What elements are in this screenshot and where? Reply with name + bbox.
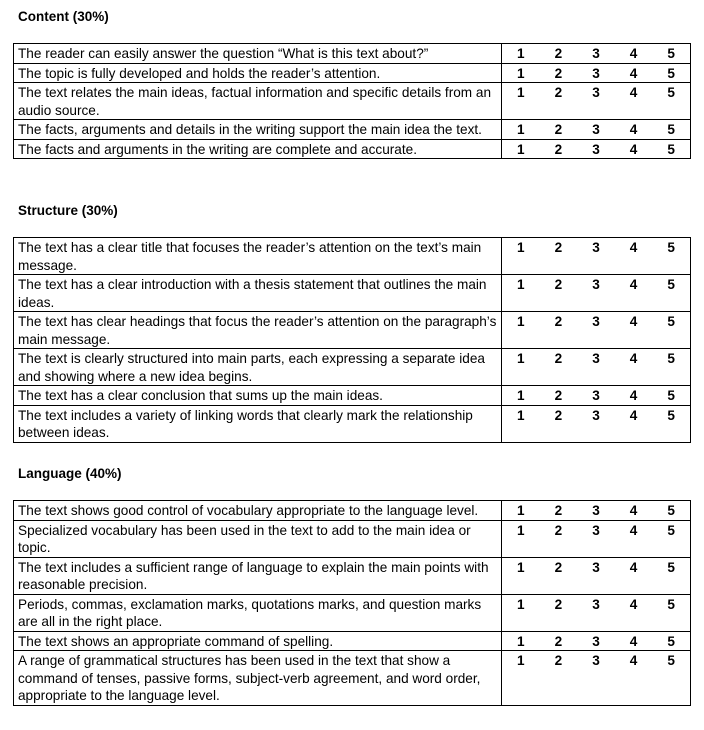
- score-option-3: 3: [592, 351, 600, 366]
- score-option-1: 1: [517, 85, 525, 100]
- score-option-5: 5: [667, 141, 675, 157]
- rubric-table-structure: [13, 237, 691, 443]
- score-cell: [502, 63, 691, 83]
- score-option-3: 3: [592, 65, 600, 81]
- score-option-4: 4: [629, 596, 638, 612]
- criterion-row: [14, 501, 691, 521]
- criterion-row: [14, 386, 691, 406]
- score-option-5: 5: [667, 85, 675, 100]
- score-scale: [502, 651, 690, 670]
- score-option-4: 4: [629, 141, 638, 157]
- score-cell: [502, 238, 691, 275]
- score-option-1: 1: [517, 240, 525, 255]
- criterion-text: The text has clear headings that focus the reader’s attention on the paragraph’s main message.: [14, 312, 502, 349]
- score-option-4: 4: [629, 65, 638, 81]
- score-scale: [502, 595, 690, 614]
- score-cell: [502, 651, 691, 706]
- score-option-3: 3: [592, 388, 600, 403]
- score-option-3: 3: [592, 277, 600, 292]
- criterion-text: Periods, commas, exclamation marks, quotations marks, and question marks are all in the right place.: [14, 594, 502, 631]
- criterion-row: [14, 349, 691, 386]
- score-option-3: 3: [592, 85, 600, 100]
- score-option-1: 1: [517, 141, 525, 157]
- score-cell: [502, 312, 691, 349]
- score-option-4: 4: [629, 633, 638, 649]
- rubric-table-content: [13, 43, 691, 159]
- criterion-row: [14, 139, 691, 159]
- score-option-4: 4: [629, 351, 638, 366]
- score-option-2: 2: [554, 65, 563, 81]
- criterion-row: [14, 520, 691, 557]
- section-title-content: Content (30%): [18, 9, 109, 24]
- score-option-1: 1: [517, 314, 525, 329]
- score-option-1: 1: [517, 503, 525, 518]
- score-option-1: 1: [517, 277, 525, 292]
- score-scale: [502, 140, 690, 159]
- score-option-2: 2: [554, 559, 563, 575]
- score-cell: [502, 405, 691, 442]
- score-option-1: 1: [517, 596, 525, 612]
- score-option-1: 1: [517, 122, 525, 137]
- score-option-1: 1: [517, 633, 525, 649]
- score-option-2: 2: [554, 407, 563, 423]
- score-option-1: 1: [517, 65, 525, 81]
- score-cell: [502, 120, 691, 140]
- criterion-row: [14, 405, 691, 442]
- score-scale: [502, 501, 690, 520]
- score-option-5: 5: [667, 65, 675, 81]
- score-option-5: 5: [667, 559, 675, 575]
- score-scale: [502, 312, 690, 331]
- score-option-2: 2: [554, 85, 563, 100]
- score-cell: [502, 501, 691, 521]
- score-option-5: 5: [667, 314, 675, 329]
- score-option-2: 2: [554, 596, 563, 612]
- score-option-5: 5: [667, 46, 675, 61]
- criterion-text: The text has a clear title that focuses the reader’s attention on the text’s main message.: [14, 238, 502, 275]
- score-cell: [502, 386, 691, 406]
- criterion-text: The text includes a sufficient range of language to explain the main points with reasonable precision.: [14, 557, 502, 594]
- criterion-text: The text has a clear conclusion that sums up the main ideas.: [14, 386, 502, 406]
- score-option-4: 4: [629, 85, 638, 100]
- score-option-4: 4: [629, 503, 638, 518]
- score-option-2: 2: [554, 633, 563, 649]
- score-option-2: 2: [554, 503, 563, 518]
- section-title-structure: Structure (30%): [18, 203, 118, 218]
- score-option-3: 3: [592, 522, 600, 538]
- score-option-4: 4: [629, 522, 638, 538]
- criterion-row: [14, 312, 691, 349]
- score-scale: [502, 632, 690, 651]
- score-option-3: 3: [592, 596, 600, 612]
- score-scale: [502, 349, 690, 368]
- score-option-3: 3: [592, 46, 600, 61]
- score-cell: [502, 520, 691, 557]
- score-option-2: 2: [554, 240, 563, 255]
- score-option-1: 1: [517, 559, 525, 575]
- score-option-4: 4: [629, 388, 638, 403]
- score-option-5: 5: [667, 122, 675, 137]
- score-option-5: 5: [667, 351, 675, 366]
- criterion-text: The topic is fully developed and holds the reader’s attention.: [14, 63, 502, 83]
- criterion-row: [14, 557, 691, 594]
- score-option-4: 4: [629, 240, 638, 255]
- score-option-2: 2: [554, 46, 563, 61]
- score-scale: [502, 558, 690, 577]
- score-scale: [502, 64, 690, 83]
- criterion-row: [14, 651, 691, 706]
- criterion-row: [14, 238, 691, 275]
- score-option-2: 2: [554, 277, 563, 292]
- criterion-row: [14, 120, 691, 140]
- criterion-text: The reader can easily answer the question “What is this text about?”: [14, 44, 502, 64]
- score-option-1: 1: [517, 388, 525, 403]
- criterion-text: Specialized vocabulary has been used in the text to add to the main idea or topic.: [14, 520, 502, 557]
- score-option-4: 4: [629, 407, 638, 423]
- score-option-5: 5: [667, 388, 675, 403]
- criterion-row: [14, 83, 691, 120]
- score-option-5: 5: [667, 653, 675, 668]
- score-cell: [502, 557, 691, 594]
- score-cell: [502, 631, 691, 651]
- score-option-4: 4: [629, 559, 638, 575]
- score-option-3: 3: [592, 407, 600, 423]
- score-option-4: 4: [629, 46, 638, 61]
- score-scale: [502, 521, 690, 540]
- score-option-3: 3: [592, 240, 600, 255]
- criterion-text: The text relates the main ideas, factual information and specific details from an audio source.: [14, 83, 502, 120]
- score-cell: [502, 139, 691, 159]
- score-scale: [502, 386, 690, 405]
- score-cell: [502, 275, 691, 312]
- score-scale: [502, 44, 690, 63]
- score-option-3: 3: [592, 633, 600, 649]
- score-cell: [502, 349, 691, 386]
- score-option-2: 2: [554, 653, 563, 668]
- score-option-5: 5: [667, 277, 675, 292]
- score-scale: [502, 238, 690, 257]
- criterion-row: [14, 594, 691, 631]
- score-option-5: 5: [667, 240, 675, 255]
- score-option-3: 3: [592, 122, 600, 137]
- score-option-5: 5: [667, 522, 675, 538]
- score-option-1: 1: [517, 522, 525, 538]
- score-scale: [502, 83, 690, 102]
- criterion-text: The text has a clear introduction with a thesis statement that outlines the main ideas.: [14, 275, 502, 312]
- score-cell: [502, 83, 691, 120]
- score-option-4: 4: [629, 122, 638, 137]
- criterion-text: The facts and arguments in the writing are complete and accurate.: [14, 139, 502, 159]
- score-option-2: 2: [554, 314, 563, 329]
- criterion-text: The text shows an appropriate command of spelling.: [14, 631, 502, 651]
- criterion-text: The text includes a variety of linking words that clearly mark the relationship between ideas.: [14, 405, 502, 442]
- score-cell: [502, 594, 691, 631]
- score-option-5: 5: [667, 596, 675, 612]
- score-option-1: 1: [517, 407, 525, 423]
- score-option-2: 2: [554, 388, 563, 403]
- score-option-2: 2: [554, 522, 563, 538]
- score-option-5: 5: [667, 503, 675, 518]
- score-option-2: 2: [554, 141, 563, 157]
- score-scale: [502, 120, 690, 139]
- score-option-4: 4: [629, 277, 638, 292]
- criterion-text: The text is clearly structured into main parts, each expressing a separate idea and showing where a new idea begins.: [14, 349, 502, 386]
- score-option-2: 2: [554, 351, 563, 366]
- score-option-5: 5: [667, 633, 675, 649]
- score-option-1: 1: [517, 351, 525, 366]
- criterion-text: A range of grammatical structures has been used in the text that show a command of tenses, passive forms, subject-verb agreement, and word order, appropriate to the language level.: [14, 651, 502, 706]
- score-option-4: 4: [629, 314, 638, 329]
- criterion-text: The facts, arguments and details in the writing support the main idea the text.: [14, 120, 502, 140]
- score-cell: [502, 44, 691, 64]
- score-option-3: 3: [592, 314, 600, 329]
- score-option-3: 3: [592, 653, 600, 668]
- score-scale: [502, 275, 690, 294]
- score-option-1: 1: [517, 46, 525, 61]
- score-option-4: 4: [629, 653, 638, 668]
- score-option-1: 1: [517, 653, 525, 668]
- score-scale: [502, 406, 690, 425]
- score-option-3: 3: [592, 559, 600, 575]
- score-option-3: 3: [592, 141, 600, 157]
- criterion-row: [14, 275, 691, 312]
- criterion-row: [14, 44, 691, 64]
- criterion-row: [14, 631, 691, 651]
- section-title-language: Language (40%): [18, 466, 122, 481]
- score-option-3: 3: [592, 503, 600, 518]
- rubric-table-language: [13, 500, 691, 706]
- score-option-2: 2: [554, 122, 563, 137]
- score-option-5: 5: [667, 407, 675, 423]
- criterion-text: The text shows good control of vocabulary appropriate to the language level.: [14, 501, 502, 521]
- criterion-row: [14, 63, 691, 83]
